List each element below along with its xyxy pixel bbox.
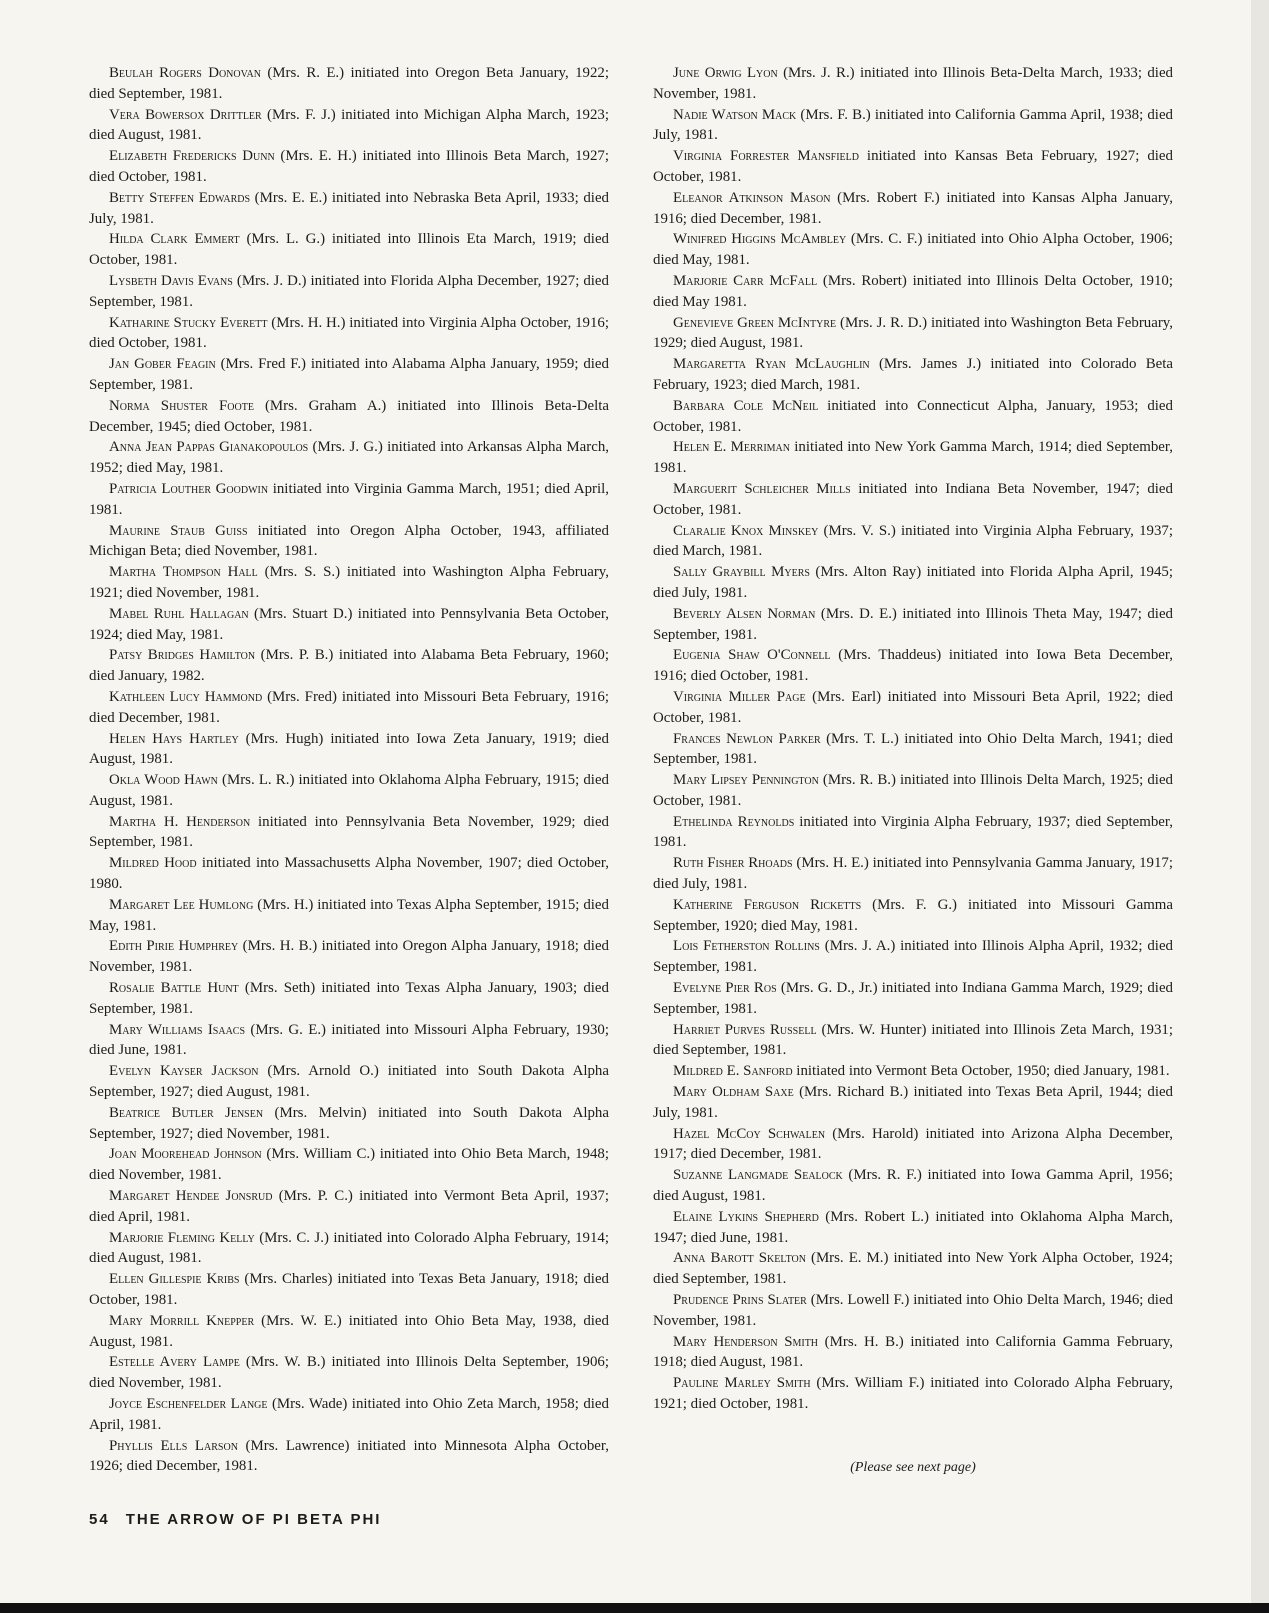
- entry-details: (Mrs. P. C.) initiated into Vermont Beta April, 1937; died April, 1981.: [89, 1188, 609, 1225]
- entry-details: (Mrs. Robert L.) initiated into Oklahoma Alpha March, 1947; died June, 1981.: [653, 1208, 1173, 1246]
- obituary-entry: [89, 687, 609, 729]
- obituary-entry: [89, 1352, 609, 1394]
- entry-details: initiated into Kansas Beta February, 1927; died October, 1981.: [653, 148, 1173, 185]
- obituary-entry: [653, 479, 1173, 521]
- entry-details: (Mrs. Earl) initiated into Missouri Beta April, 1922; died October, 1981.: [653, 688, 1173, 726]
- entry-details: (Mrs. Richard B.) initiated into Texas Beta April, 1944; died July, 1981.: [653, 1084, 1174, 1121]
- member-name: June Orwig Lyon: [673, 65, 778, 81]
- obituary-entry: [89, 1269, 609, 1311]
- entry-details: (Mrs. L. R.) initiated into Oklahoma Alpha February, 1915; died August, 1981.: [89, 772, 609, 809]
- obituary-entry: [89, 729, 609, 771]
- member-name: Lois Fetherston Rollins: [673, 938, 820, 955]
- entry-details: initiated into Pennsylvania Beta November, 1929; died September, 1981.: [89, 813, 610, 851]
- entry-details: (Mrs. H. B.) initiated into Oregon Alpha January, 1918; died November, 1981.: [89, 938, 610, 976]
- entry-details: (Mrs. Harold) initiated into Arizona Alpha December, 1917; died December, 1981.: [653, 1125, 1173, 1163]
- obituary-entry: [653, 895, 1173, 937]
- entry-details: (Mrs. R. B.) initiated into Illinois Delta March, 1925; died October, 1981.: [653, 772, 1173, 809]
- entry-details: (Mrs. Hugh) initiated into Iowa Zeta January, 1919; died August, 1981.: [89, 730, 609, 768]
- entry-details: (Mrs. J. D.) initiated into Florida Alpha December, 1927; died September, 1981.: [89, 272, 609, 310]
- entry-details: (Mrs. Arnold O.) initiated into South Dakota Alpha September, 1927; died August, 1981.: [89, 1063, 609, 1101]
- publication-title: THE ARROW OF PI BETA PHI: [125, 1511, 382, 1528]
- obituary-entry: [653, 521, 1173, 563]
- member-name: Edith Pirie Humphrey: [109, 938, 239, 955]
- obituary-entry: [89, 437, 609, 479]
- member-name: Anna Jean Pappas Gianakopoulos: [109, 439, 309, 456]
- obituary-entry: [653, 1061, 1173, 1082]
- entry-details: (Mrs. W. B.) initiated into Illinois Delta September, 1906; died November, 1981.: [89, 1354, 610, 1392]
- member-name: Eugenia Shaw O'Connell: [673, 647, 831, 664]
- entry-details: (Mrs. E. M.) initiated into New York Alpha October, 1924; died September, 1981.: [653, 1250, 1173, 1288]
- entry-details: (Mrs. C. F.) initiated into Ohio Alpha October, 1906; died May, 1981.: [653, 231, 1173, 269]
- member-name: Joyce Eschenfelder Lange: [109, 1396, 268, 1412]
- entry-details: initiated into Massachusetts Alpha November, 1907; died October, 1980.: [89, 855, 609, 893]
- member-name: Betty Steffen Edwards: [109, 189, 251, 206]
- member-name: Eleanor Atkinson Mason: [673, 189, 831, 206]
- member-name: Harriet Purves Russell: [673, 1021, 817, 1038]
- entry-details: initiated into Virginia Alpha February, 1937; died September, 1981.: [653, 813, 1173, 851]
- obituary-entry: [89, 1186, 609, 1228]
- obituary-entry: [653, 853, 1173, 895]
- obituary-entry: [89, 479, 609, 521]
- entry-details: (Mrs. V. S.) initiated into Virginia Alpha February, 1937; died March, 1981.: [653, 522, 1173, 560]
- obituary-entry: [89, 188, 609, 230]
- member-name: Katharine Stucky Everett: [109, 314, 268, 331]
- obituary-entry: [89, 354, 609, 396]
- page-edge: [1251, 0, 1269, 1613]
- entry-details: (Mrs. J. R. D.) initiated into Washington Beta February, 1929; died August, 1981.: [653, 314, 1173, 352]
- entry-details: (Mrs. H. E.) initiated into Pennsylvania Gamma January, 1917; died July, 1981.: [653, 855, 1173, 893]
- entry-details: (Mrs. T. L.) initiated into Ohio Delta March, 1941; died September, 1981.: [653, 730, 1173, 768]
- obituary-entry: [89, 770, 609, 812]
- member-name: Marjorie Carr McFall: [673, 272, 818, 289]
- obituary-entry: [653, 1124, 1173, 1166]
- entry-details: (Mrs. Fred F.) initiated into Alabama Alpha January, 1959; died September, 1981.: [89, 356, 609, 393]
- member-name: Margaret Lee Humlong: [109, 896, 254, 913]
- member-name: Rosalie Battle Hunt: [109, 980, 239, 997]
- member-name: Mary Williams Isaacs: [109, 1021, 246, 1038]
- member-name: Vera Bowersox Drittler: [109, 106, 262, 123]
- continued-note: (Please see next page): [850, 1460, 976, 1475]
- member-name: Mabel Ruhl Hallagan: [109, 605, 249, 622]
- member-name: Beulah Rogers Donovan: [109, 65, 261, 81]
- member-name: Prudence Prins Slater: [673, 1292, 807, 1309]
- member-name: Helen E. Merriman: [673, 439, 790, 456]
- obituary-entry: [89, 978, 609, 1020]
- left-column: [89, 63, 609, 1477]
- member-name: Marguerit Schleicher Mills: [673, 480, 851, 497]
- obituary-entry: [89, 1436, 609, 1478]
- obituary-entry: [89, 1020, 609, 1062]
- member-name: Virginia Forrester Mansfield: [673, 148, 859, 165]
- obituary-entry: [653, 63, 1173, 105]
- entry-details: (Mrs. G. D., Jr.) initiated into Indiana Gamma March, 1929; died September, 1981.: [653, 980, 1173, 1017]
- entry-details: (Mrs. Alton Ray) initiated into Florida Alpha April, 1945; died July, 1981.: [653, 564, 1173, 601]
- entry-details: initiated into Indiana Beta November, 1947; died October, 1981.: [653, 480, 1173, 518]
- obituary-entry: [653, 188, 1173, 230]
- member-name: Norma Shuster Foote: [109, 397, 254, 414]
- member-name: Mary Oldham Saxe: [673, 1084, 794, 1101]
- entry-details: (Mrs. L. G.) initiated into Illinois Eta March, 1919; died October, 1981.: [89, 231, 609, 269]
- entry-details: (Mrs. James J.) initiated into Colorado Beta February, 1923; died March, 1981.: [653, 356, 1174, 393]
- obituary-entry: [653, 1165, 1173, 1207]
- member-name: Joan Moorehead Johnson: [109, 1146, 262, 1163]
- obituary-entry: [653, 354, 1173, 396]
- member-name: Estelle Avery Lampe: [109, 1354, 240, 1371]
- obituary-entry: [653, 229, 1173, 271]
- entry-details: (Mrs. Seth) initiated into Texas Alpha January, 1903; died September, 1981.: [89, 980, 609, 1017]
- obituary-entry: [653, 146, 1173, 188]
- obituary-entry: [89, 1228, 609, 1270]
- member-name: Helen Hays Hartley: [109, 730, 239, 747]
- member-name: Winifred Higgins McAmbley: [673, 231, 847, 248]
- member-name: Elizabeth Fredericks Dunn: [109, 148, 275, 165]
- obituary-entry: [653, 1020, 1173, 1062]
- obituary-entry: [653, 396, 1173, 438]
- member-name: Beatrice Butler Jensen: [109, 1104, 264, 1121]
- obituary-entry: [653, 562, 1173, 604]
- obituary-entry: [89, 853, 609, 895]
- member-name: Okla Wood Hawn: [109, 772, 218, 789]
- member-name: Barbara Cole McNeil: [673, 397, 819, 414]
- entry-details: (Mrs. H. B.) initiated into California Gamma February, 1918; died August, 1981.: [653, 1333, 1173, 1371]
- obituary-entry: [89, 895, 609, 937]
- entry-details: (Mrs. Wade) initiated into Ohio Zeta March, 1958; died April, 1981.: [89, 1396, 609, 1433]
- entry-details: (Mrs. W. E.) initiated into Ohio Beta May, 1938, died August, 1981.: [89, 1312, 609, 1350]
- member-name: Virginia Miller Page: [673, 688, 806, 705]
- member-name: Evelyn Kayser Jackson: [109, 1063, 259, 1080]
- member-name: Genevieve Green McIntyre: [673, 314, 837, 331]
- member-name: Margaretta Ryan McLaughlin: [673, 356, 870, 373]
- member-name: Sally Graybill Myers: [673, 564, 810, 581]
- entry-details: (Mrs. Robert F.) initiated into Kansas Alpha January, 1916; died December, 1981.: [653, 189, 1173, 227]
- obituary-entry: [653, 812, 1173, 854]
- member-name: Hazel McCoy Schwalen: [673, 1125, 826, 1142]
- obituary-entry: [653, 1290, 1173, 1332]
- obituary-entry: [89, 1394, 609, 1436]
- entry-details: initiated into Connecticut Alpha, January, 1953; died October, 1981.: [653, 397, 1173, 435]
- member-name: Martha Thompson Hall: [109, 564, 258, 581]
- obituary-entry: [653, 770, 1173, 812]
- entry-details: (Mrs. W. Hunter) initiated into Illinois Zeta March, 1931; died September, 1981.: [653, 1021, 1173, 1059]
- obituary-entry: [653, 645, 1173, 687]
- entry-details: (Mrs. F. B.) initiated into California Gamma April, 1938; died July, 1981.: [653, 106, 1173, 144]
- obituary-entry: [653, 1373, 1173, 1415]
- entry-details: initiated into Virginia Gamma March, 1951; died April, 1981.: [89, 480, 609, 518]
- obituary-entry: [89, 521, 609, 563]
- page-number: 54: [89, 1511, 110, 1528]
- obituary-entry: [89, 105, 609, 147]
- obituary-entry: [89, 604, 609, 646]
- member-name: Anna Barott Skelton: [673, 1250, 806, 1267]
- obituary-entry: [653, 1207, 1173, 1249]
- obituary-entry: [653, 313, 1173, 355]
- obituary-entry: [89, 63, 609, 105]
- member-name: Claralie Knox Minskey: [673, 522, 819, 539]
- entry-details: (Mrs. S. S.) initiated into Washington Alpha February, 1921; died November, 1981.: [89, 564, 609, 601]
- obituary-entry: [653, 271, 1173, 313]
- entry-details: (Mrs. F. G.) initiated into Missouri Gamma September, 1920; died May, 1981.: [653, 896, 1173, 934]
- member-name: Suzanne Langmade Sealock: [673, 1167, 843, 1184]
- obituary-entry: [653, 1332, 1173, 1374]
- obituary-entry: [653, 687, 1173, 729]
- member-name: Jan Gober Feagin: [109, 356, 216, 373]
- entry-details: (Mrs. Stuart D.) initiated into Pennsylvania Beta October, 1924; died May, 1981.: [89, 605, 610, 643]
- member-name: Lysbeth Davis Evans: [109, 272, 233, 289]
- obituary-entry: [89, 1144, 609, 1186]
- entry-details: (Mrs. William C.) initiated into Ohio Beta March, 1948; died November, 1981.: [89, 1146, 609, 1184]
- member-name: Patricia Louther Goodwin: [109, 480, 269, 497]
- entry-details: (Mrs. Graham A.) initiated into Illinois Beta-Delta December, 1945; died October, 1981.: [89, 397, 610, 435]
- member-name: Ethelinda Reynolds: [673, 813, 795, 830]
- obituary-entry: [653, 729, 1173, 771]
- entry-details: (Mrs. J. G.) initiated into Arkansas Alpha March, 1952; died May, 1981.: [89, 439, 609, 477]
- entry-details: (Mrs. D. E.) initiated into Illinois Theta May, 1947; died September, 1981.: [653, 605, 1173, 643]
- entry-details: (Mrs. Melvin) initiated into South Dakota Alpha September, 1927; died November, 1981.: [89, 1104, 609, 1142]
- page-footer: [89, 1511, 381, 1528]
- entry-details: (Mrs. C. J.) initiated into Colorado Alpha February, 1914; died August, 1981.: [89, 1229, 610, 1267]
- member-name: Mary Henderson Smith: [673, 1333, 819, 1350]
- entry-details: (Mrs. H.) initiated into Texas Alpha September, 1915; died May, 1981.: [89, 896, 609, 934]
- obituary-entry: [653, 1082, 1173, 1124]
- entry-details: (Mrs. H. H.) initiated into Virginia Alpha October, 1916; died October, 1981.: [89, 314, 610, 352]
- obituary-entry: [89, 229, 609, 271]
- member-name: Marjorie Fleming Kelly: [109, 1229, 255, 1246]
- entry-details: initiated into Vermont Beta October, 1950; died January, 1981.: [792, 1063, 1170, 1080]
- member-name: Elaine Lykins Shepherd: [673, 1208, 819, 1225]
- entry-details: (Mrs. P. B.) initiated into Alabama Beta February, 1960; died January, 1982.: [89, 647, 609, 685]
- obituary-entry: [89, 645, 609, 687]
- member-name: Mary Lipsey Pennington: [673, 772, 819, 789]
- entry-details: (Mrs. J. R.) initiated into Illinois Beta-Delta March, 1933; died November, 1981.: [653, 65, 1173, 102]
- entry-details: (Mrs. J. A.) initiated into Illinois Alpha April, 1932; died September, 1981.: [653, 938, 1173, 976]
- member-name: Martha H. Henderson: [109, 813, 251, 830]
- member-name: Ruth Fisher Rhoads: [673, 855, 793, 872]
- member-name: Ellen Gillespie Kribs: [109, 1271, 240, 1288]
- entry-details: (Mrs. William F.) initiated into Colorado Alpha February, 1921; died October, 1981.: [653, 1375, 1174, 1412]
- obituary-entry: [89, 1311, 609, 1353]
- entry-details: (Mrs. E. E.) initiated into Nebraska Beta April, 1933; died July, 1981.: [89, 189, 610, 227]
- member-name: Margaret Hendee Jonsrud: [109, 1188, 273, 1205]
- right-column: [653, 63, 1173, 1415]
- entry-details: (Mrs. F. J.) initiated into Michigan Alpha March, 1923; died August, 1981.: [89, 106, 609, 144]
- entry-details: (Mrs. G. E.) initiated into Missouri Alpha February, 1930; died June, 1981.: [89, 1021, 609, 1059]
- entry-details: (Mrs. Lowell F.) initiated into Ohio Delta March, 1946; died November, 1981.: [653, 1292, 1173, 1329]
- entry-details: (Mrs. E. H.) initiated into Illinois Beta March, 1927; died October, 1981.: [89, 148, 609, 185]
- member-name: Hilda Clark Emmert: [109, 231, 240, 248]
- member-name: Mary Morrill Knepper: [109, 1312, 255, 1329]
- member-name: Maurine Staub Guiss: [109, 522, 248, 539]
- obituary-entry: [653, 604, 1173, 646]
- obituary-entry: [89, 812, 609, 854]
- entry-details: (Mrs. R. F.) initiated into Iowa Gamma April, 1956; died August, 1981.: [653, 1167, 1173, 1205]
- entry-details: (Mrs. R. E.) initiated into Oregon Beta January, 1922; died September, 1981.: [89, 65, 609, 102]
- member-name: Frances Newlon Parker: [673, 730, 821, 747]
- entry-details: (Mrs. Charles) initiated into Texas Beta January, 1918; died October, 1981.: [89, 1271, 610, 1309]
- member-name: Katherine Ferguson Ricketts: [673, 896, 862, 913]
- obituary-entry: [89, 562, 609, 604]
- member-name: Kathleen Lucy Hammond: [109, 688, 263, 705]
- obituary-entry: [653, 105, 1173, 147]
- entry-details: (Mrs. Thaddeus) initiated into Iowa Beta December, 1916; died October, 1981.: [653, 647, 1173, 685]
- obituary-entry: [89, 271, 609, 313]
- member-name: Pauline Marley Smith: [673, 1375, 811, 1392]
- member-name: Phyllis Ells Larson: [109, 1437, 238, 1454]
- obituary-entry: [89, 396, 609, 438]
- obituary-entry: [653, 437, 1173, 479]
- entry-details: (Mrs. Fred) initiated into Missouri Beta February, 1916; died December, 1981.: [89, 688, 609, 726]
- obituary-entry: [653, 978, 1173, 1020]
- obituary-entry: [653, 936, 1173, 978]
- obituary-entry: [653, 1248, 1173, 1290]
- entry-details: initiated into Oregon Alpha October, 1943, affiliated Michigan Beta; died November, 1981.: [89, 522, 609, 560]
- obituary-entry: [89, 936, 609, 978]
- member-name: Patsy Bridges Hamilton: [109, 647, 256, 664]
- member-name: Beverly Alsen Norman: [673, 605, 816, 622]
- entry-details: (Mrs. Lawrence) initiated into Minnesota Alpha October, 1926; died December, 1981.: [89, 1437, 609, 1475]
- entry-details: (Mrs. Robert) initiated into Illinois Delta October, 1910; died May 1981.: [653, 272, 1173, 310]
- member-name: Evelyne Pier Ros: [673, 980, 777, 997]
- obituary-entry: [89, 313, 609, 355]
- page-bottom-edge: [0, 1603, 1269, 1613]
- member-name: Mildred Hood: [109, 855, 197, 872]
- obituary-entry: [89, 146, 609, 188]
- entry-details: initiated into New York Gamma March, 1914; died September, 1981.: [653, 439, 1173, 477]
- member-name: Nadie Watson Mack: [673, 106, 797, 123]
- obituary-entry: [89, 1103, 609, 1145]
- obituary-entry: [89, 1061, 609, 1103]
- member-name: Mildred E. Sanford: [673, 1063, 793, 1080]
